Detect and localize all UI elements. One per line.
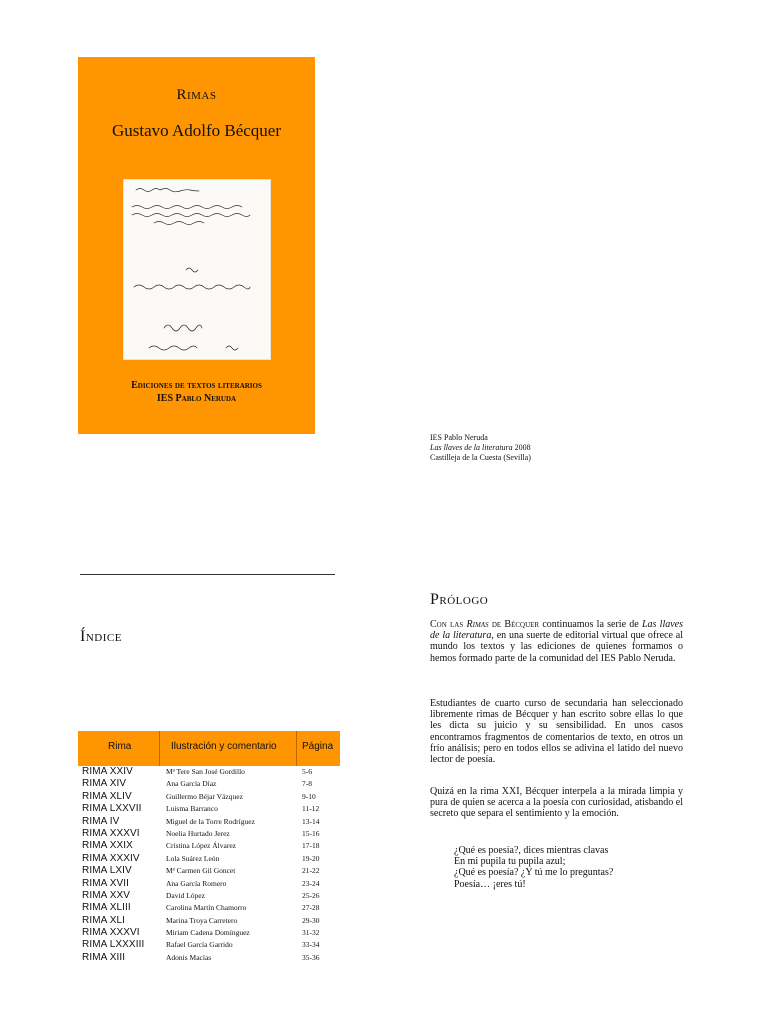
author-cell: Carolina Martín Chamorro [166, 903, 247, 913]
p1-italic-rimas: Rimas [466, 619, 489, 630]
author-cell: Ana García Romero [166, 878, 227, 888]
imprint-year: 2008 [512, 443, 531, 452]
table-row [82, 939, 342, 951]
page-cell: 19-20 [302, 853, 320, 863]
author-cell: Mª Carmen Gil Goncet [166, 866, 236, 876]
page-cell: 25-26 [302, 890, 320, 900]
header-pagina: Página [302, 741, 334, 752]
p1-smallcaps-2: de Bécquer [491, 619, 540, 630]
header-rima: Rima [108, 741, 132, 752]
poem-line: En mi pupila tu pupila azul; [454, 856, 566, 868]
table-row [82, 915, 342, 927]
rima-cell: RIMA XXV [82, 889, 131, 901]
header-divider [296, 731, 297, 766]
rima-cell: RIMA XXXVI [82, 827, 140, 839]
table-row [82, 890, 342, 902]
header-divider [159, 731, 160, 766]
table-row [82, 952, 342, 964]
table-row [82, 766, 342, 778]
imprint-line-3: Castilleja de la Cuesta (Sevilla) [430, 453, 531, 462]
page-cell: 13-14 [302, 816, 320, 826]
rima-cell: RIMA XLI [82, 914, 126, 926]
prologue-paragraph-2: Estudiantes de cuarto curso de secundaria han seleccionado libremente rimas de Bécquer y han escrito sobre ellas lo que les dicta su juicio y su sensibilidad. En unos casos encontramos fragmentos de comentarios de texto, en otros un frío análisis; pero en todos ellos se adivina el latido del nuevo lector de poesía. [430, 698, 683, 766]
p1-text-2: , en una suerte de editorial virtual que ofrece al mundo los textos y las ediciones de quienes formamos o hemos formado parte de la comunidad del IES Pablo Neruda. [430, 630, 684, 664]
author-cell: Miriam Cadena Domínguez [166, 928, 250, 938]
author-cell: Ana García Díaz [166, 779, 217, 789]
prologue-paragraph-1 [430, 619, 683, 664]
index-title: Índice [80, 628, 122, 645]
table-row [82, 902, 342, 914]
rima-cell: RIMA IV [82, 815, 120, 827]
divider [80, 574, 335, 575]
book-cover [78, 57, 315, 434]
rima-cell: RIMA XVII [82, 877, 130, 889]
manuscript-image [123, 179, 271, 360]
imprint-line-2 [430, 443, 531, 453]
rima-cell: RIMA XLIV [82, 790, 132, 802]
author-cell: Luisma Barranco [166, 804, 218, 814]
page-cell: 23-24 [302, 878, 320, 888]
author-cell: Noelia Hurtado Jerez [166, 828, 230, 838]
table-row [82, 853, 342, 865]
rima-cell: RIMA XXIX [82, 840, 133, 852]
poem [454, 845, 613, 890]
page-cell: 7-8 [302, 779, 312, 789]
rima-cell: RIMA XXIV [82, 766, 133, 777]
table-row [82, 927, 342, 939]
page-cell: 35-36 [302, 952, 320, 962]
author-cell: Adonis Macías [166, 952, 212, 962]
page-cell: 27-28 [302, 903, 320, 913]
rima-cell: RIMA LXXXIII [82, 939, 145, 951]
page-cell: 29-30 [302, 915, 320, 925]
page-cell: 11-12 [302, 804, 320, 814]
table-row [82, 865, 342, 877]
table-row [82, 878, 342, 890]
table-row [82, 803, 342, 815]
page-cell: 33-34 [302, 940, 320, 950]
author-cell: Guillermo Béjar Vázquez [166, 791, 243, 801]
rima-cell: RIMA XIII [82, 951, 126, 963]
poem-line: ¿Qué es poesía? ¿Y tú me lo preguntas? [454, 867, 614, 879]
author-cell: Miguel de la Torre Rodríguez [166, 816, 255, 826]
table-row [82, 816, 342, 828]
poem-line: Poesía… ¡eres tú! [454, 878, 526, 890]
author-cell: Lola Suárez León [166, 853, 220, 863]
p1-italic-series: Las llaves de la literatura [430, 619, 683, 642]
cover-author: Gustavo Adolfo Bécquer [111, 121, 282, 140]
rima-cell: RIMA XLIII [82, 902, 131, 914]
rima-cell: RIMA LXIV [82, 865, 132, 877]
imprint-series: Las llaves de la literatura [430, 443, 513, 452]
index-table-body [82, 766, 342, 964]
page-cell: 15-16 [302, 828, 320, 838]
table-row [82, 778, 342, 790]
prologue-title: Prólogo [430, 591, 489, 608]
author-cell: Marina Troya Carretero [166, 915, 238, 925]
header-ilustracion: Ilustración y comentario [171, 741, 277, 752]
page-cell: 31-32 [302, 928, 320, 938]
rima-cell: RIMA XXXVI [82, 927, 140, 939]
author-cell: Rafael García Garrido [166, 940, 233, 950]
rima-cell: RIMA XXXIV [82, 852, 140, 864]
rima-cell: RIMA LXXVII [82, 803, 142, 815]
index-table-header [78, 731, 340, 766]
table-row [82, 791, 342, 803]
page-cell: 21-22 [302, 866, 320, 876]
cover-title: Rimas [176, 87, 217, 103]
page-cell: 9-10 [302, 791, 316, 801]
edition-line-1: Ediciones de textos literarios [131, 380, 262, 391]
author-cell: Cristina López Álvarez [166, 841, 236, 851]
table-row [82, 840, 342, 852]
page-cell: 17-18 [302, 841, 320, 851]
prologue-paragraph-3: Quizá en la rima XXI, Bécquer interpela a la mirada limpia y pura de quien se acerca a la poesía con curiosidad, atisbando el secreto que separa el sentimiento y la emoción. [430, 786, 683, 820]
author-cell: Mª Tere San José Gordillo [166, 767, 245, 776]
edition-line-2: IES Pablo Neruda [156, 393, 237, 404]
table-row [82, 828, 342, 840]
p1-text-1: continuamos la serie de [539, 619, 642, 630]
imprint-line-1: IES Pablo Neruda [430, 433, 488, 442]
page-cell: 5-6 [302, 767, 312, 776]
p1-smallcaps: Con las [430, 619, 464, 630]
author-cell: David López [166, 890, 205, 900]
rima-cell: RIMA XIV [82, 778, 127, 790]
poem-line: ¿Qué es poesía?, dices mientras clavas [454, 845, 609, 856]
